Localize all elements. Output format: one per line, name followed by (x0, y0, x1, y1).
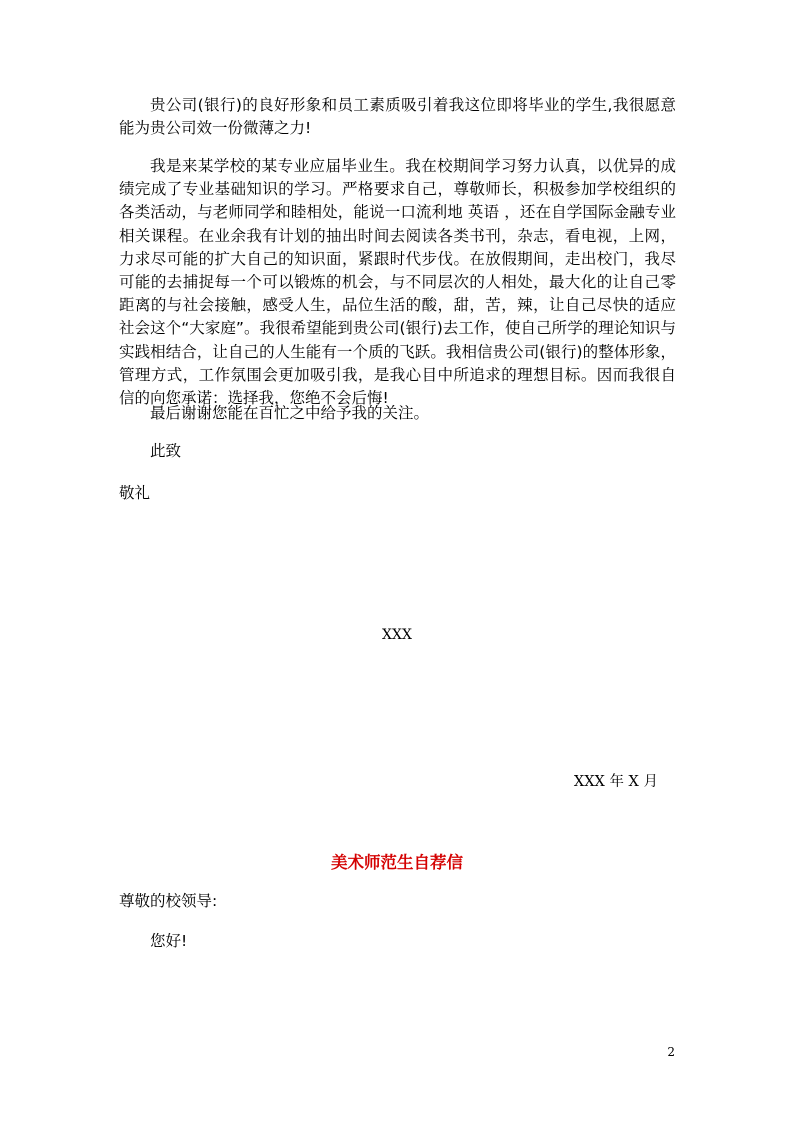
greeting: 尊敬的校领导: (119, 892, 218, 910)
letter-date: XXX 年 X 月 (573, 774, 658, 790)
signature-name: XXX (382, 627, 412, 643)
paragraph-intro: 贵公司(银行)的良好形象和员工素质吸引着我这位即将毕业的学生,我很愿意能为贵公司效一份微薄之力! (119, 96, 676, 138)
page-number: 2 (667, 1045, 675, 1059)
hello-line: 您好! (150, 932, 188, 950)
letter-title: 美术师范生自荐信 (331, 853, 463, 872)
paragraph-body: 我是来某学校的某专业应届毕业生。我在校期间学习努力认真，以优异的成绩完成了专业基础知识的学习。严格要求自己，尊敬师长，积极参加学校组织的各类活动，与老师同学和睦相处，能说一口流利地 英语 ，还在自学国际金融专业相关课程。在业余我有计划的抽出时间去阅读各类书刊，杂志，看电视，上网，力求尽可能的扩大自己的知识面，紧跟时代步伐。在放假期间，走出校门，我尽可能的去捕捉每一个可以锻炼的机会，与不同层次的人相处，最大化的让自己零距离的与社会接触，感受人生，品位生活的酸，甜，苦，辣，让自己尽快的适应社会这个“大家庭”。我很希望能到贵公司(银行)去工作，使自己所学的理论知识与实践相结合，让自己的人生能有一个质的飞跃。我相信贵公司(银行)的整体形象，管理方式，工作氛围会更加吸引我，是我心目中所追求的理想目标。因而我很自信的向您承诺：选择我，您绝不会后悔! (119, 157, 676, 408)
paragraph-thanks: 最后谢谢您能在百忙之中给予我的关注。 (150, 404, 430, 422)
closing-phrase: 此致 (150, 442, 182, 460)
salutation: 敬礼 (119, 484, 151, 502)
